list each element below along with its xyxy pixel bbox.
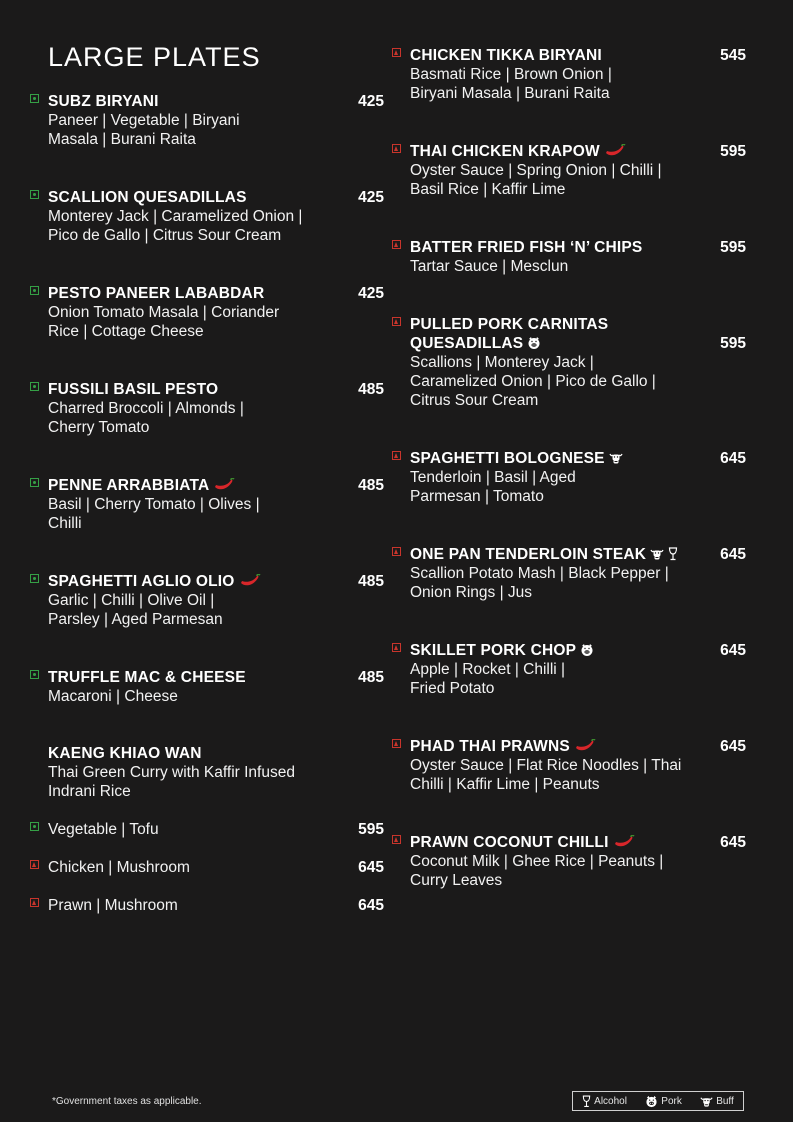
item-desc: Biryani Masala | Burani Raita xyxy=(410,85,610,102)
buff-icon xyxy=(609,451,623,465)
item-name: FUSSILI BASIL PESTO xyxy=(48,381,219,398)
menu-item xyxy=(30,476,386,533)
option-label: Vegetable | Tofu xyxy=(48,821,159,838)
item-name: SUBZ BIRYANI xyxy=(48,93,159,110)
item-desc: Onion Tomato Masala | Coriander xyxy=(48,304,280,321)
pork-icon xyxy=(645,1095,658,1108)
item-desc: Coconut Milk | Ghee Rice | Peanuts | xyxy=(410,853,664,870)
item-name-row xyxy=(410,142,748,161)
nonveg-icon xyxy=(392,643,401,652)
item-name: PHAD THAI PRAWNS xyxy=(410,738,570,755)
veg-icon xyxy=(30,190,39,199)
item-desc: Chilli | Kaffir Lime | Peanuts xyxy=(410,776,600,793)
nonveg-icon xyxy=(30,860,39,869)
item-name: CHICKEN TIKKA BIRYANI xyxy=(410,47,602,64)
item-desc: Fried Potato xyxy=(410,680,495,697)
item-name: PRAWN COCONUT CHILLI xyxy=(410,834,609,851)
legend-label: Alcohol xyxy=(594,1095,627,1107)
pork-icon xyxy=(580,643,594,657)
veg-icon xyxy=(30,822,39,831)
item-desc: Charred Broccoli | Almonds | xyxy=(48,400,244,417)
kaeng-option xyxy=(30,896,386,915)
item-name-row xyxy=(410,545,748,564)
item-name: THAI CHICKEN KRAPOW xyxy=(410,143,600,160)
chilli-icon xyxy=(574,739,596,753)
nonveg-icon xyxy=(30,898,39,907)
chilli-icon xyxy=(613,835,635,849)
veg-icon xyxy=(30,382,39,391)
alcohol-icon xyxy=(668,547,678,561)
veg-icon xyxy=(30,94,39,103)
veg-icon xyxy=(30,286,39,295)
item-price: 425 xyxy=(358,189,384,206)
legend-label: Pork xyxy=(661,1095,682,1107)
item-desc: Monterey Jack | Caramelized Onion | xyxy=(48,208,303,225)
item-name-line2: QUESADILLAS xyxy=(410,335,524,352)
option-label: Prawn | Mushroom xyxy=(48,897,178,914)
nonveg-icon xyxy=(392,48,401,57)
item-name-row xyxy=(410,334,748,353)
item-price: 485 xyxy=(358,477,384,494)
item-desc: Basil Rice | Kaffir Lime xyxy=(410,181,566,198)
nonveg-icon xyxy=(392,451,401,460)
menu-item-kaeng xyxy=(30,744,386,801)
menu-item xyxy=(392,641,748,698)
menu-item xyxy=(30,92,386,149)
item-name: SCALLION QUESADILLAS xyxy=(48,189,247,206)
item-price: 645 xyxy=(720,546,746,563)
menu-item xyxy=(392,315,748,410)
item-desc: Parmesan | Tomato xyxy=(410,488,544,505)
menu-item xyxy=(392,737,748,794)
menu-item xyxy=(30,572,386,629)
nonveg-icon xyxy=(392,547,401,556)
item-name-row xyxy=(410,641,748,660)
item-desc: Basmati Rice | Brown Onion | xyxy=(410,66,612,83)
kaeng-option xyxy=(30,820,386,839)
item-name: TRUFFLE MAC & CHEESE xyxy=(48,669,246,686)
item-desc: Cherry Tomato xyxy=(48,419,150,436)
item-desc: Paneer | Vegetable | Biryani xyxy=(48,112,240,129)
item-price: 595 xyxy=(720,143,746,160)
menu-item xyxy=(30,284,386,341)
item-desc: Scallions | Monterey Jack | xyxy=(410,354,594,371)
item-desc: Masala | Burani Raita xyxy=(48,131,196,148)
item-name: ONE PAN TENDERLOIN STEAK xyxy=(410,546,647,563)
item-name-row xyxy=(410,737,748,756)
item-desc: Indrani Rice xyxy=(48,783,131,800)
item-name-row xyxy=(48,476,386,495)
pork-icon xyxy=(527,336,541,350)
item-name-row xyxy=(48,572,386,591)
menu-item xyxy=(392,545,748,602)
item-price: 595 xyxy=(720,335,746,352)
item-price: 485 xyxy=(358,381,384,398)
menu-item xyxy=(392,46,748,103)
nonveg-icon xyxy=(392,317,401,326)
legend-pork xyxy=(645,1095,682,1108)
item-name-row xyxy=(410,833,748,852)
item-name: PULLED PORK CARNITAS xyxy=(410,316,609,333)
menu-item xyxy=(392,449,748,506)
tax-footnote: *Government taxes as applicable. xyxy=(52,1096,202,1107)
veg-icon xyxy=(30,574,39,583)
item-name: KAENG KHIAO WAN xyxy=(48,745,202,762)
icon-legend xyxy=(572,1091,744,1111)
item-desc: Pico de Gallo | Citrus Sour Cream xyxy=(48,227,282,244)
nonveg-icon xyxy=(392,240,401,249)
menu-item xyxy=(392,833,748,890)
kaeng-option xyxy=(30,858,386,877)
item-price: 645 xyxy=(720,450,746,467)
item-price: 545 xyxy=(720,47,746,64)
legend-buff xyxy=(700,1095,734,1108)
alcohol-icon xyxy=(582,1095,591,1108)
nonveg-icon xyxy=(392,739,401,748)
item-name: BATTER FRIED FISH ‘N’ CHIPS xyxy=(410,239,643,256)
item-price: 425 xyxy=(358,285,384,302)
legend-label: Buff xyxy=(716,1095,734,1107)
menu-item xyxy=(30,380,386,437)
option-price: 645 xyxy=(358,859,384,876)
item-desc: Onion Rings | Jus xyxy=(410,584,533,601)
item-price: 645 xyxy=(720,738,746,755)
buff-icon xyxy=(650,547,664,561)
item-desc: Chilli xyxy=(48,515,82,532)
option-price: 595 xyxy=(358,821,384,838)
veg-icon xyxy=(30,478,39,487)
item-name: PENNE ARRABBIATA xyxy=(48,477,210,494)
option-price: 645 xyxy=(358,897,384,914)
item-price: 595 xyxy=(720,239,746,256)
item-desc: Rice | Cottage Cheese xyxy=(48,323,204,340)
menu-item xyxy=(392,142,748,199)
chilli-icon xyxy=(239,574,261,588)
item-desc: Curry Leaves xyxy=(410,872,503,889)
item-name-row xyxy=(410,449,748,468)
item-price: 485 xyxy=(358,669,384,686)
item-name: SPAGHETTI AGLIO OLIO xyxy=(48,573,235,590)
page-title: LARGE PLATES xyxy=(48,42,261,72)
item-desc: Macaroni | Cheese xyxy=(48,688,178,705)
item-desc: Parsley | Aged Parmesan xyxy=(48,611,223,628)
veg-icon xyxy=(30,670,39,679)
item-price: 645 xyxy=(720,834,746,851)
item-desc: Basil | Cherry Tomato | Olives | xyxy=(48,496,260,513)
menu-item xyxy=(30,668,386,706)
item-desc: Tartar Sauce | Mesclun xyxy=(410,258,569,275)
item-desc: Caramelized Onion | Pico de Gallo | xyxy=(410,373,656,390)
item-desc: Tenderloin | Basil | Aged xyxy=(410,469,576,486)
buff-icon xyxy=(700,1095,713,1108)
legend-alcohol xyxy=(582,1095,627,1108)
item-desc: Garlic | Chilli | Olive Oil | xyxy=(48,592,215,609)
menu-item xyxy=(30,188,386,245)
item-name: SKILLET PORK CHOP xyxy=(410,642,577,659)
menu-item xyxy=(392,238,748,276)
item-name: PESTO PANEER LABABDAR xyxy=(48,285,265,302)
nonveg-icon xyxy=(392,144,401,153)
item-desc: Oyster Sauce | Flat Rice Noodles | Thai xyxy=(410,757,682,774)
option-label: Chicken | Mushroom xyxy=(48,859,190,876)
item-price: 485 xyxy=(358,573,384,590)
nonveg-icon xyxy=(392,835,401,844)
item-desc: Apple | Rocket | Chilli | xyxy=(410,661,566,678)
item-desc: Thai Green Curry with Kaffir Infused xyxy=(48,764,295,781)
item-price: 425 xyxy=(358,93,384,110)
item-desc: Citrus Sour Cream xyxy=(410,392,539,409)
item-desc: Oyster Sauce | Spring Onion | Chilli | xyxy=(410,162,662,179)
item-price: 645 xyxy=(720,642,746,659)
chilli-icon xyxy=(604,144,626,158)
item-name: SPAGHETTI BOLOGNESE xyxy=(410,450,605,467)
chilli-icon xyxy=(213,478,235,492)
item-desc: Scallion Potato Mash | Black Pepper | xyxy=(410,565,669,582)
